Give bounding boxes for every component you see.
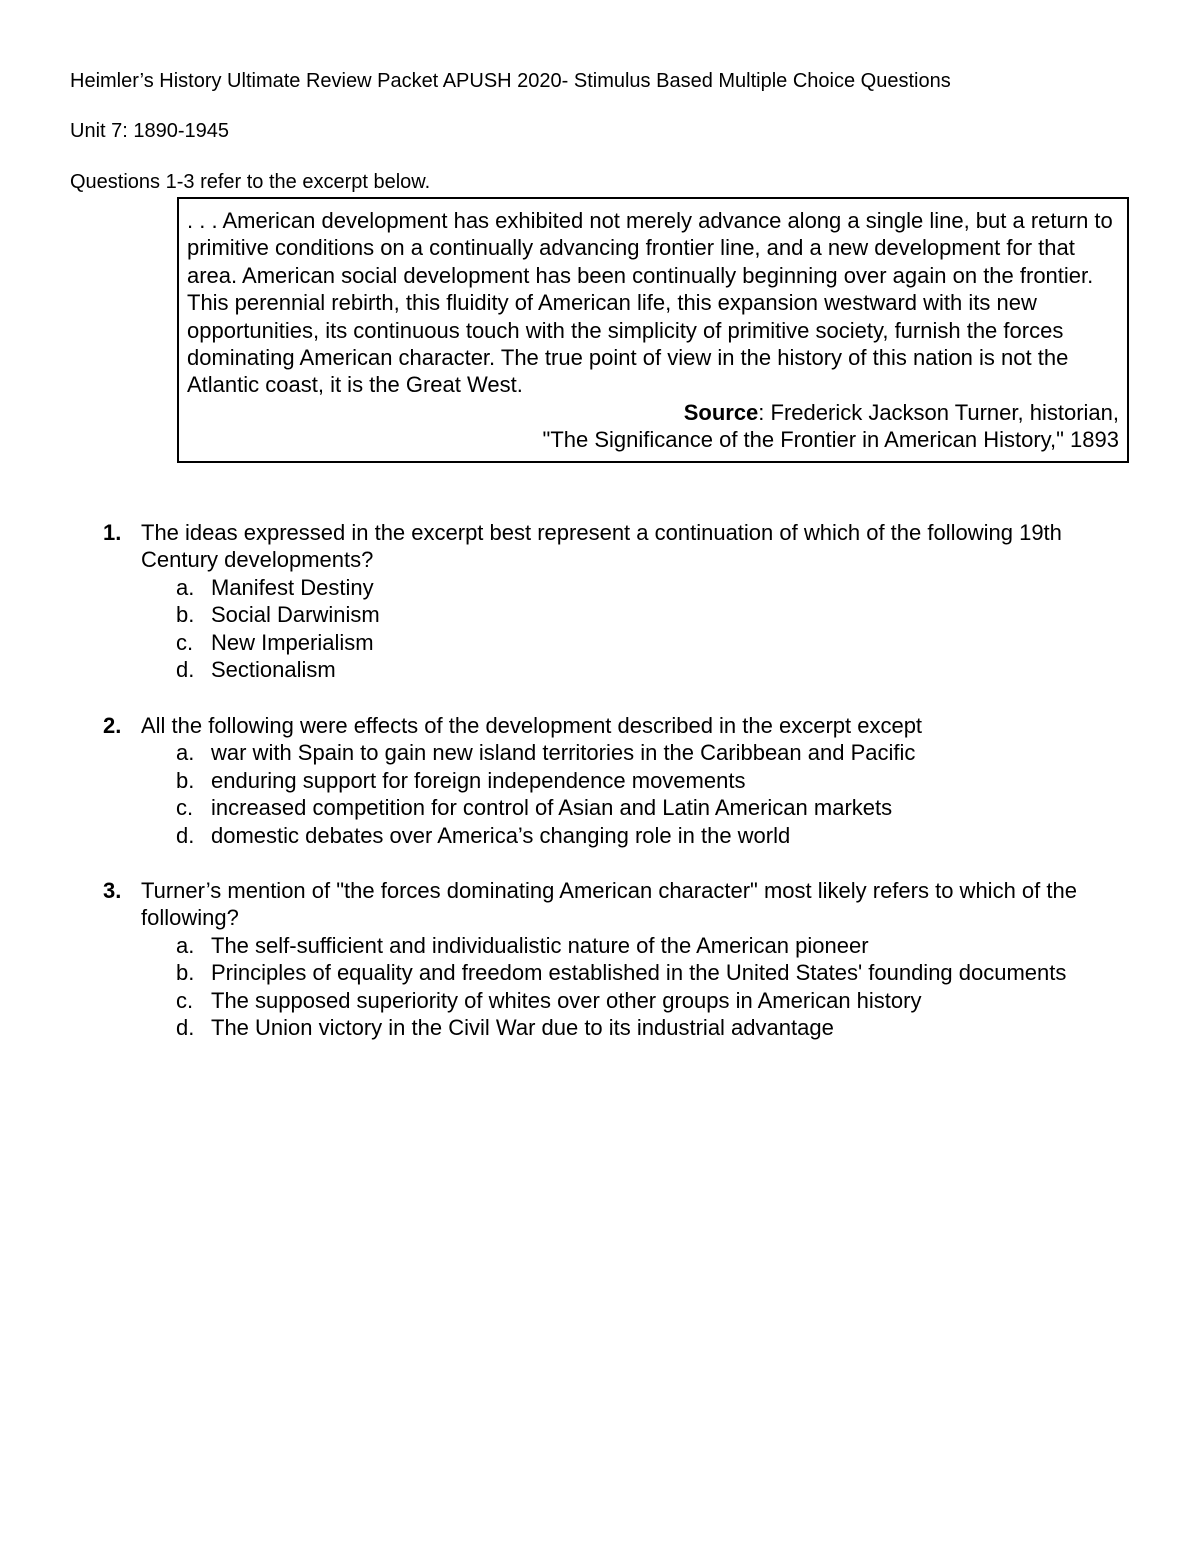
choice-letter: c.: [176, 987, 194, 1013]
question-text: All the following were effects of the development described in the excerpt except: [141, 713, 923, 738]
choice-text: Sectionalism: [211, 656, 336, 682]
choice-letter: a.: [176, 740, 195, 766]
answer-choice[interactable]: [0, 629, 1200, 656]
answer-choice[interactable]: [0, 987, 1200, 1014]
answer-choice[interactable]: [0, 822, 1200, 849]
answer-choice[interactable]: [0, 794, 1200, 821]
excerpt-text: . . . American development has exhibited not merely advance along a single line, but a return to primitive conditions on a continually advancing frontier line, and a new development for that area. American social development has been continually beginning over again on the frontier. This perennial rebirth, this fluidity of American life, this expansion westward with its new opportunities, its continuous touch with the simplicity of primitive society, furnish the forces dominating American character. The true point of view in the history of this nation is not the Atlantic coast, it is the Great West.: [187, 208, 1113, 398]
choice-text: increased competition for control of Asian and Latin American markets: [211, 795, 893, 821]
choice-text: war with Spain to gain new island territories in the Caribbean and Pacific: [211, 740, 916, 766]
question-number: 1.: [103, 520, 122, 545]
choice-letter: c.: [176, 629, 194, 655]
choice-text: The Union victory in the Civil War due to its industrial advantage: [211, 1014, 834, 1040]
question-number: 3.: [103, 878, 122, 903]
choice-letter: a.: [176, 574, 195, 600]
choice-letter: a.: [176, 932, 195, 958]
source-title: "The Significance of the Frontier in American History," 1893: [542, 427, 1119, 453]
question-text: The ideas expressed in the excerpt best represent a continuation of which of the following 19th Century developments?: [141, 520, 1062, 573]
source-author: : Frederick Jackson Turner, historian,: [758, 399, 1119, 425]
question-number: 2.: [103, 713, 122, 738]
answer-choice[interactable]: [0, 574, 1200, 601]
question-2: [0, 712, 1200, 849]
choice-text: Principles of equality and freedom established in the United States' founding documents: [211, 960, 1067, 986]
choice-text: Manifest Destiny: [211, 574, 374, 600]
excerpt-source: [187, 399, 1119, 454]
choice-text: New Imperialism: [211, 629, 374, 655]
choice-letter: d.: [176, 822, 195, 848]
choice-text: The supposed superiority of whites over other groups in American history: [211, 987, 922, 1013]
choice-letter: d.: [176, 656, 195, 682]
answer-choice[interactable]: [0, 601, 1200, 628]
source-label: Source: [683, 399, 759, 425]
answer-choice[interactable]: [0, 1014, 1200, 1041]
choice-text: enduring support for foreign independence movements: [211, 767, 746, 793]
question-1: [0, 519, 1200, 683]
question-3: [0, 877, 1200, 1041]
questions-intro: Questions 1-3 refer to the excerpt below.: [70, 171, 431, 193]
choice-letter: d.: [176, 1014, 195, 1040]
unit-heading: Unit 7: 1890-1945: [70, 120, 230, 142]
answer-choice[interactable]: [0, 959, 1200, 986]
question-text: Turner’s mention of "the forces dominating American character" most likely refers to which of the following?: [141, 878, 1077, 931]
choice-text: domestic debates over America’s changing role in the world: [211, 822, 791, 848]
choice-letter: b.: [176, 602, 195, 628]
choice-letter: b.: [176, 960, 195, 986]
choice-text: The self-sufficient and individualistic nature of the American pioneer: [211, 932, 869, 958]
choice-letter: b.: [176, 767, 195, 793]
answer-choice[interactable]: [0, 739, 1200, 766]
answer-choice[interactable]: [0, 656, 1200, 683]
choice-letter: c.: [176, 795, 194, 821]
excerpt-box: [177, 197, 1129, 463]
answer-choices: [0, 932, 1200, 1042]
answer-choice[interactable]: [0, 767, 1200, 794]
choice-text: Social Darwinism: [211, 602, 380, 628]
answer-choices: [0, 739, 1200, 849]
answer-choices: [0, 574, 1200, 684]
answer-choice[interactable]: [0, 932, 1200, 959]
page-title: Heimler’s History Ultimate Review Packet APUSH 2020- Stimulus Based Multiple Choice Questions: [70, 70, 951, 92]
